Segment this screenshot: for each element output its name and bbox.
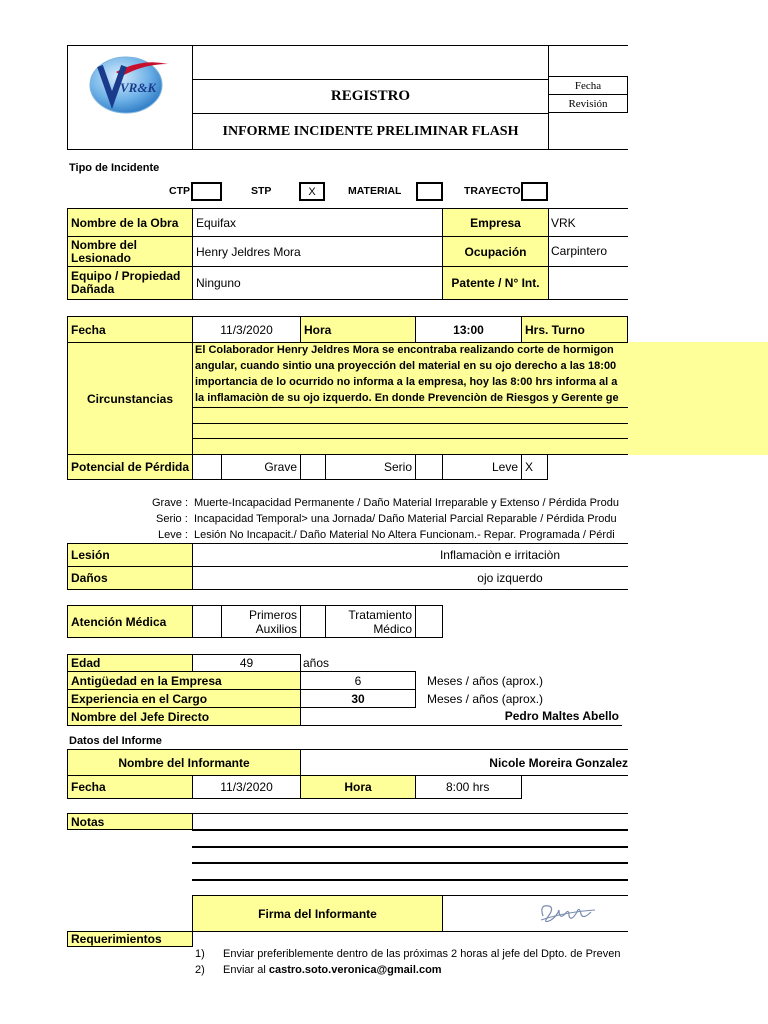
stp-checkbox[interactable]: X — [299, 182, 325, 201]
grave-label: Grave — [221, 454, 301, 480]
leve-label: Leve — [442, 454, 522, 480]
circunstancias-line-3: importancia de lo ocurrido no informa a la empresa, hoy las 8:00 hrs informa al a — [195, 376, 618, 388]
empresa-label: Empresa — [442, 208, 549, 237]
jefe-value: Pedro Maltes Abello — [300, 707, 622, 726]
evento-fecha-label: Fecha — [67, 316, 193, 343]
equipo-label: Equipo / Propiedad Dañada — [67, 266, 193, 300]
evento-hora-value: 13:00 — [415, 316, 522, 343]
logo-text: VR&K — [120, 80, 157, 95]
primeros-auxilios-line-1: Primeros — [248, 608, 297, 622]
lesionado-value: Henry Jeldres Mora — [192, 236, 443, 267]
leyenda-leve-text: Lesión No Incapacit./ Daño Material No Altera Funcionam.- Repar. Programada / Pérdi — [194, 529, 615, 541]
requerimiento-2-text — [223, 964, 628, 976]
lesion-value: Inflamaciòn e irritaciòn — [192, 543, 628, 567]
requerimientos-label: Requerimientos — [67, 931, 193, 947]
circunstancias-label: Circunstancias — [67, 342, 193, 455]
page-subtitle: INFORME INCIDENTE PRELIMINAR FLASH — [192, 113, 549, 150]
primeros-auxilios-line-2: Auxilios — [255, 622, 297, 636]
ctp-checkbox[interactable] — [191, 182, 222, 201]
notas-label: Notas — [67, 813, 193, 830]
jefe-label: Nombre del Jefe Directo — [67, 707, 301, 726]
lesion-label: Lesión — [67, 543, 193, 567]
primeros-auxilios-label — [221, 605, 301, 638]
informe-hora-label: Hora — [300, 775, 416, 799]
tratamiento-medico-checkbox[interactable] — [415, 605, 443, 638]
header-top-blank — [192, 45, 549, 80]
tipo-incidente-label: Tipo de Incidente — [69, 162, 160, 174]
revision-header-label: Revisión — [548, 94, 628, 113]
page-title: REGISTRO — [192, 79, 549, 114]
experiencia-unit: Meses / años (aprox.) — [427, 691, 544, 706]
antiguedad-label: Antigüedad en la Empresa — [67, 671, 301, 690]
leyenda-grave-key: Grave : — [152, 497, 189, 509]
circunstancias-line-2: angular, cuando sintio una proyección del material en su ojo derecho a las 18:00 — [195, 360, 617, 372]
leve-checkbox[interactable]: X — [521, 454, 548, 480]
circunstancias-overflow-fill — [628, 342, 768, 455]
equipo-value: Ninguno — [192, 266, 443, 300]
leyenda-serio-text: Incapacidad Temporal> una Jornada/ Daño Material Parcial Reparable / Pérdida Produ — [194, 513, 617, 525]
tratamiento-medico-label — [325, 605, 416, 638]
atencion-label: Atención Médica — [67, 605, 193, 638]
empresa-value: VRK — [548, 208, 628, 237]
serio-checkbox[interactable] — [415, 454, 443, 480]
leyenda-grave-text: Muerte-Incapacidad Permanente / Daño Material Irreparable y Extenso / Pérdida Produ — [194, 497, 619, 509]
fecha-header-label: Fecha — [548, 76, 628, 95]
requerimiento-2-email[interactable]: castro.soto.veronica@gmail.com — [268, 964, 442, 976]
patente-label: Patente / N° Int. — [442, 266, 549, 300]
informe-fecha-value: 11/3/2020 — [192, 775, 301, 799]
potencial-label: Potencial de Pérdida — [67, 454, 193, 480]
antiguedad-unit: Meses / años (aprox.) — [427, 673, 544, 688]
nombre-obra-label: Nombre de la Obra — [67, 208, 193, 237]
informe-fecha-label: Fecha — [67, 775, 193, 799]
edad-label: Edad — [67, 654, 193, 672]
signature-image — [535, 898, 599, 928]
material-checkbox[interactable] — [416, 182, 443, 201]
lesionado-label: Nombre del Lesionado — [67, 236, 193, 267]
patente-value — [548, 266, 628, 300]
tratamiento-medico-line-1: Tratamiento — [348, 608, 412, 622]
leyenda-serio-key: Serio : — [156, 513, 188, 525]
firma-label: Firma del Informante — [192, 895, 443, 932]
material-label: MATERIAL — [348, 185, 402, 197]
potencial-blank-cell — [192, 454, 222, 480]
danos-label: Daños — [67, 566, 193, 590]
informante-value: Nicole Moreira Gonzalez — [300, 749, 628, 776]
ocupacion-label: Ocupación — [442, 236, 549, 267]
requerimiento-2-num: 2) — [195, 964, 205, 976]
experiencia-label: Experiencia en el Cargo — [67, 689, 301, 708]
circunstancias-line-4: la inflamaciòn de su ojo izquerdo. En donde Prevenciòn de Riesgos y Gerente ge — [195, 392, 619, 404]
danos-value: ojo izquerdo — [192, 566, 628, 590]
edad-unit: años — [303, 656, 330, 670]
requerimiento-1-text: Enviar preferiblemente dentro de las próximas 2 horas al jefe del Dpto. de Preven — [223, 948, 621, 960]
experiencia-value: 30 — [300, 689, 416, 708]
antiguedad-value: 6 — [300, 671, 416, 690]
datos-informe-label: Datos del Informe — [69, 735, 162, 747]
evento-fecha-value: 11/3/2020 — [192, 316, 301, 343]
nombre-obra-value: Equifax — [192, 208, 443, 237]
circunstancias-line-1: El Colaborador Henry Jeldres Mora se encontraba realizando corte de hormigon — [195, 344, 614, 356]
informe-hora-value: 8:00 hrs — [415, 775, 522, 799]
edad-value: 49 — [192, 654, 301, 672]
requerimiento-2-prefix: Enviar al — [223, 964, 269, 976]
trayecto-checkbox[interactable] — [521, 182, 548, 201]
stp-label: STP — [251, 185, 272, 197]
leyenda-leve-key: Leve : — [158, 529, 188, 541]
evento-hora-label: Hora — [300, 316, 416, 343]
primeros-auxilios-checkbox[interactable] — [300, 605, 326, 638]
informante-label: Nombre del Informante — [67, 749, 301, 776]
requerimiento-1-num: 1) — [195, 948, 205, 960]
grave-checkbox[interactable] — [300, 454, 326, 480]
ocupacion-value: Carpintero — [548, 236, 628, 267]
tratamiento-medico-line-2: Médico — [373, 622, 412, 636]
serio-label: Serio — [325, 454, 416, 480]
ctp-label: CTP — [169, 185, 190, 197]
turno-label: Hrs. Turno — [521, 316, 628, 343]
atencion-blank-cell — [192, 605, 222, 638]
trayecto-label: TRAYECTO — [464, 185, 521, 197]
